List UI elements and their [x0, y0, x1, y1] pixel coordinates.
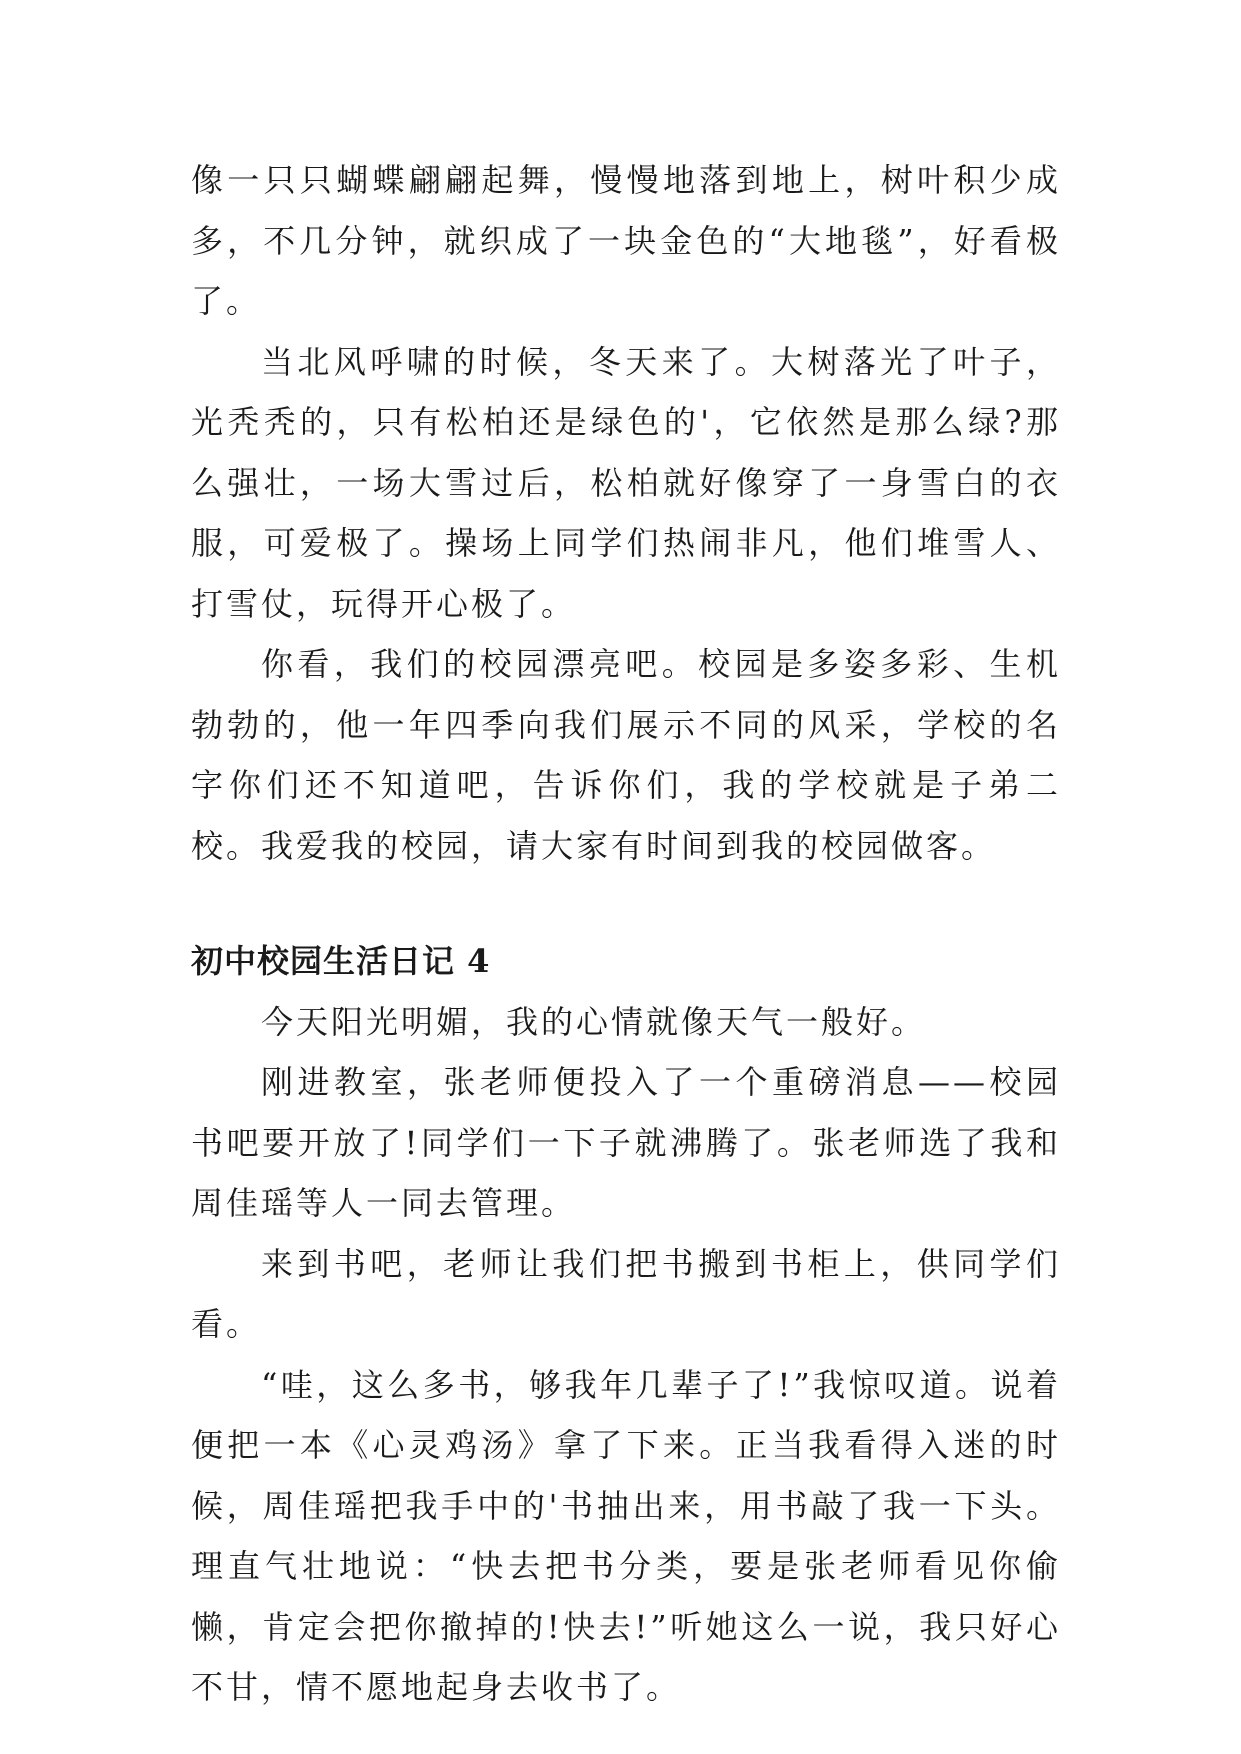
paragraph-book-bar-news: 刚进教室，张老师便投入了一个重磅消息——校园书吧要开放了!同学们一下子就沸腾了。张老师选了我和周佳瑶等人一同去管理。	[191, 1063, 1061, 1222]
paragraph-sunny-day: 今天阳光明媚，我的心情就像天气一般好。	[261, 1002, 927, 1041]
document-page	[191, 150, 1061, 1718]
paragraph-butterfly-leaves: 像一只只蝴蝶翩翩起舞，慢慢地落到地上，树叶积少成多，不几分钟，就织成了一块金色的“大地毯”，好看极了。	[191, 161, 1061, 320]
section-title: 初中校园生活日记 4	[191, 942, 491, 980]
paragraph-moving-books: 来到书吧，老师让我们把书搬到书柜上，供同学们看。	[191, 1244, 1061, 1343]
paragraph-campus-beautiful: 你看，我们的校园漂亮吧。校园是多姿多彩、生机勃勃的，他一年四季向我们展示不同的风采，学校的名字你们还不知道吧，告诉你们，我的学校就是子弟二校。我爱我的校园，请大家有时间到我的校园做客。	[191, 645, 1061, 865]
paragraph-reading-story: “哇，这么多书，够我年几辈子了!”我惊叹道。说着便把一本《心灵鸡汤》拿了下来。正当我看得入迷的时候，周佳瑶把我手中的'书抽出来，用书敲了我一下头。理直气壮地说：“快去把书分类，要是张老师看见你偷懒，肯定会把你撤掉的!快去!”听她这么一说，我只好心不甘，情不愿地起身去收书了。	[191, 1365, 1061, 1706]
paragraph-winter: 当北风呼啸的时候，冬天来了。大树落光了叶子，光秃秃的，只有松柏还是绿色的'，它依然是那么绿?那么强壮，一场大雪过后，松柏就好像穿了一身雪白的衣服，可爱极了。操场上同学们热闹非凡，他们堆雪人、打雪仗，玩得开心极了。	[191, 342, 1061, 623]
